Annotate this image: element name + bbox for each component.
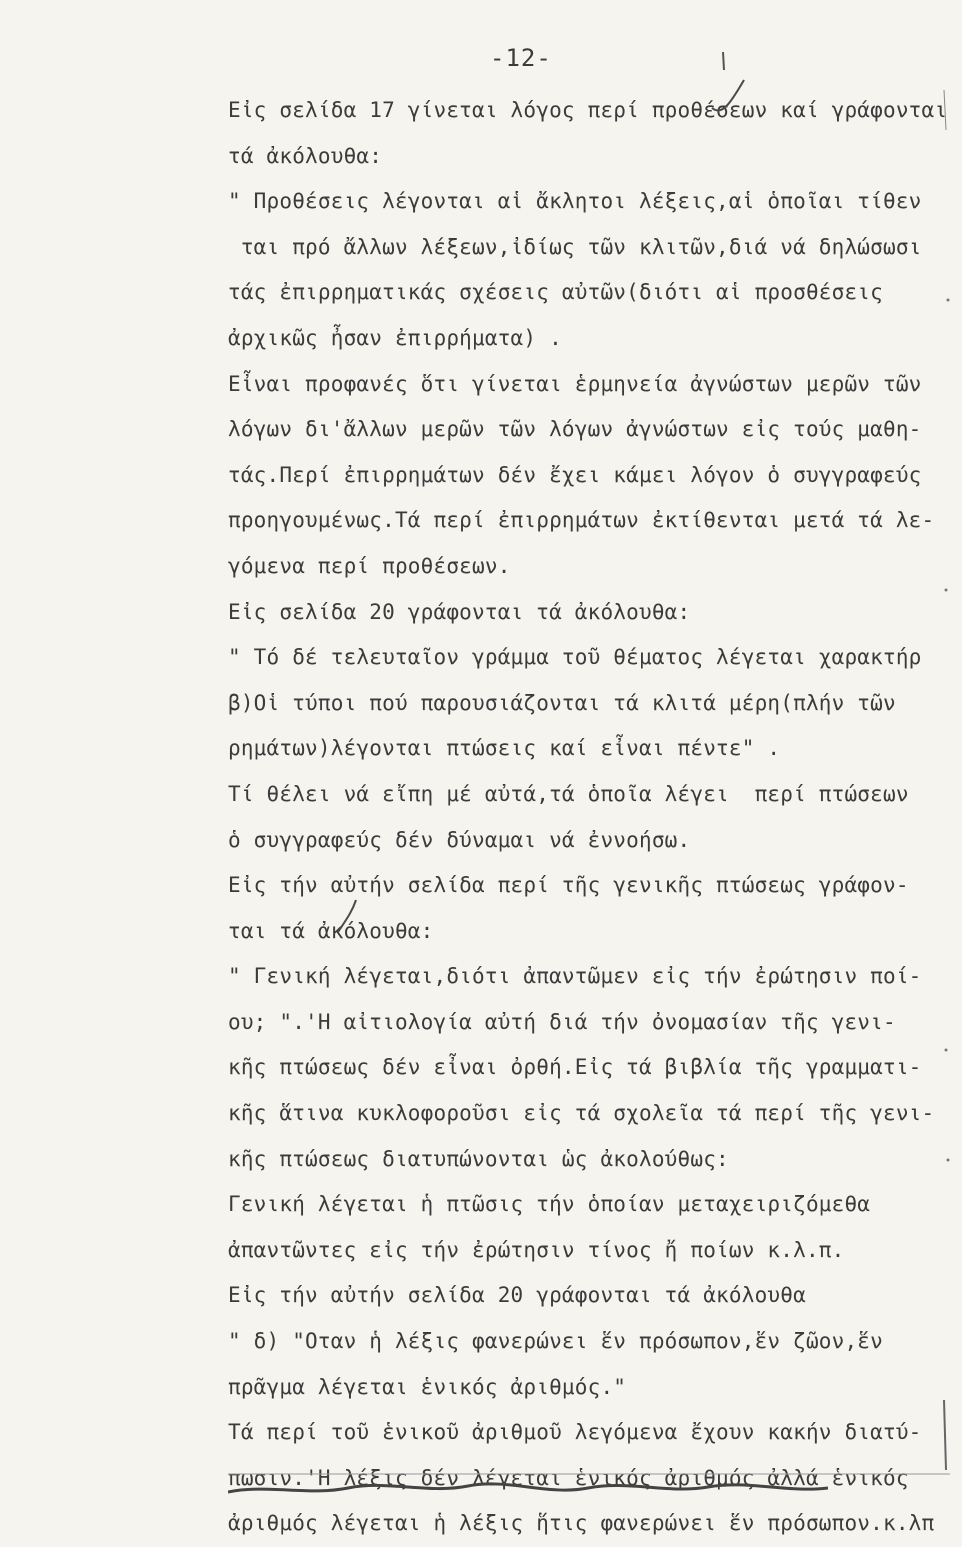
text-line: Εἰς τήν αὐτήν σελίδα 20 γράφονται τά ἀκόλουθα (228, 1283, 806, 1308)
text-line: προηγουμένως.Τά περί ἐπιρρημάτων ἐκτίθενται μετά τά λε- (228, 508, 935, 533)
text-line: ἀριθμός λέγεται ἡ λέξις ἥτις φανερώνει ἕν πρόσωπον.κ.λπ (228, 1511, 935, 1536)
text-line: λόγων δι'ἄλλων μερῶν τῶν λόγων ἀγνώστων εἰς τούς μαθη- (228, 417, 922, 442)
text-line: ται πρό ἄλλων λέξεων,ἰδίως τῶν κλιτῶν,διά νά δηλώσωσι (228, 234, 922, 259)
text-line: πρᾶγμα λέγεται ἑνικός ἀριθμός." (228, 1374, 627, 1399)
text-line: ἀρχικῶς ἦσαν ἐπιρρήματα) . (228, 325, 562, 350)
text-line: κῆς πτώσεως δέν εἶναι ὀρθή.Εἰς τά βιβλία τῆς γραμματι- (228, 1055, 922, 1080)
text-line: " Προθέσεις λέγονται αἱ ἄκλητοι λέξεις,αἱ ὁποῖαι τίθεν (228, 189, 922, 214)
text-line: ρημάτων)λέγονται πτώσεις καί εἶναι πέντε" . (228, 736, 781, 761)
cut-off-bottom-line (228, 1478, 828, 1500)
text-line: τάς.Περί ἐπιρρημάτων δέν ἔχει κάμει λόγον ὁ συγγραφεύς (228, 462, 922, 487)
text-line: πωσιν.'Η λέξις δέν λέγεται ἑνικός ἀριθμός ἀλλά ἑνικός (228, 1465, 909, 1490)
text-line: τά ἀκόλουθα: (228, 143, 383, 168)
document-body (228, 88, 948, 1547)
text-line: Τά περί τοῦ ἑνικοῦ ἀριθμοῦ λεγόμενα ἔχουν κακήν διατύ- (228, 1420, 922, 1445)
text-line: Εἰς τήν αὐτήν σελίδα περί τῆς γενικῆς πτώσεως γράφον- (228, 873, 909, 898)
text-line: γόμενα περί προθέσεων. (228, 553, 511, 578)
text-line: β)Οἱ τύποι πού παρουσιάζονται τά κλιτά μέρη(πλήν τῶν (228, 690, 896, 715)
text-line: ου; ".'Η αἰτιολογία αὐτή διά τήν ὀνομασίαν τῆς γενι- (228, 1009, 896, 1034)
page-number: -12- (490, 44, 552, 72)
text-line: κῆς ἅτινα κυκλοφοροῦσι εἰς τά σχολεῖα τά περί τῆς γενι- (228, 1101, 935, 1126)
text-line: τάς ἐπιρρηματικάς σχέσεις αὐτῶν(διότι αἱ προσθέσεις (228, 280, 883, 305)
pencil-stroke-mark (723, 52, 724, 70)
text-line: Γενική λέγεται ἡ πτῶσις τήν ὁποίαν μεταχειριζόμεθα (228, 1192, 871, 1217)
text-line: " Τό δέ τελευταῖον γράμμα τοῦ θέματος λέγεται χαρακτήρ (228, 645, 922, 670)
text-line: κῆς πτώσεως διατυπώνονται ὡς ἀκολούθως: (228, 1146, 729, 1171)
text-line: " Γενική λέγεται,διότι ἀπαντῶμεν εἰς τήν ἐρώτησιν ποί- (228, 964, 922, 989)
text-line: Τί θέλει νά εἴπη μέ αὐτά,τά ὁποῖα λέγει περί πτώσεων (228, 781, 909, 806)
text-line: Εἰς σελίδα 20 γράφονται τά ἀκόλουθα: (228, 599, 691, 624)
text-line: Εἰς σελίδα 17 γίνεται λόγος περί προθέσεων καί γράφονται (228, 98, 948, 122)
text-line: ἀπαντῶντες εἰς τήν ἐρώτησιν τίνος ἤ ποίων κ.λ.π. (228, 1237, 845, 1262)
text-line: Εἶναι προφανές ὅτι γίνεται ἑρμηνεία ἀγνώστων μερῶν τῶν (228, 371, 922, 396)
text-line: ται τά ἀκόλουθα: (228, 918, 434, 943)
text-line: " δ) "Οταν ἡ λέξις φανερώνει ἕν πρόσωπον,ἕν ζῶον,ἕν (228, 1329, 883, 1354)
text-line: ὁ συγγραφεύς δέν δύναμαι νά ἐννοήσω. (228, 827, 691, 852)
